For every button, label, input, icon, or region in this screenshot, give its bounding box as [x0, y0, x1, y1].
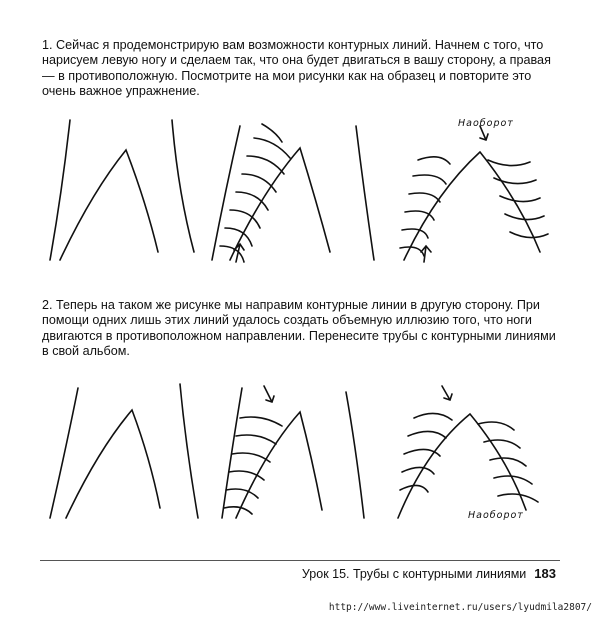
arrow-down-icon	[264, 386, 274, 402]
arrow-down-icon	[442, 386, 452, 400]
sketch-outline-1	[50, 120, 194, 260]
source-watermark: http://www.liveinternet.ru/users/lyudmila2807/	[328, 602, 592, 613]
exercise-1-drawings	[0, 112, 600, 272]
sketch-left-leg-arcs	[212, 124, 330, 262]
sketch-both-legs-arcs	[356, 126, 548, 262]
sketch-both-legs-reversed	[346, 386, 538, 518]
reverse-note: Наоборот	[468, 510, 524, 521]
reverse-note: Наоборот	[458, 118, 514, 129]
sketch-outline-2	[50, 384, 198, 518]
exercise-1-text: 1. Сейчас я продемонстрирую вам возможности контурных линий. Начнем с того, что нарисуем левую ногу и сделаем так, что она будет двигаться в вашу сторону, а правая — в противоположную. Посмотрите на мои рисунки как на образец и повторите это очень важное упражнение.	[42, 38, 551, 99]
exercise-2-text: 2. Теперь на таком же рисунке мы направим контурные линии в другую сторону. При помощи одних лишь этих линий удалось создать объемную иллюзию того, что ноги двигаются в противоположном направлении. Перенесите трубы с контурными линиями в свой альбом.	[42, 298, 556, 359]
page-number: 183	[534, 566, 556, 581]
footer-divider	[40, 560, 560, 561]
page-footer	[302, 566, 556, 581]
lesson-title: Урок 15. Трубы с контурными линиями	[301, 567, 527, 581]
exercise-2-drawings	[0, 378, 600, 528]
sketch-left-leg-arcs-reversed	[222, 386, 322, 518]
